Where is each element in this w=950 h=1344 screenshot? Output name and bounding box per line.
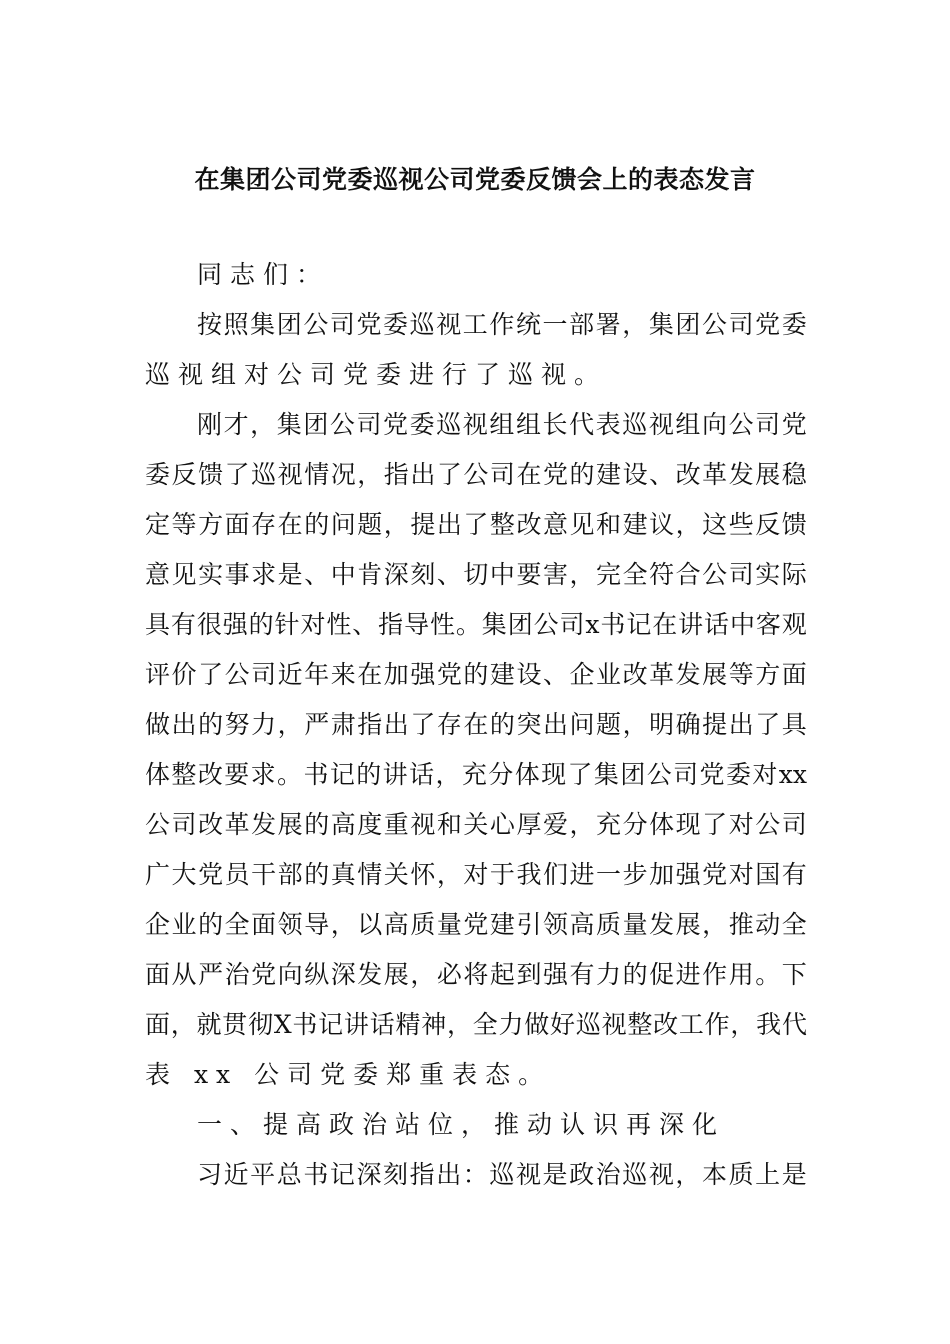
paragraph-line: 委 反 馈 了 巡 视 情 况 ， 指 出 了 公 司 在 党 的 建 设 、 改 革 发 展 稳: [145, 460, 807, 489]
paragraph-line: 做 出 的 努 力 ， 严 肃 指 出 了 存 在 的 突 出 问 题 ， 明 确 提 出 了 具: [145, 710, 807, 739]
paragraph-line: 同志们：: [197, 260, 330, 289]
paragraph-line: 评 价 了 公 司 近 年 来 在 加 强 党 的 建 设 、 企 业 改 革 发 展 等 方 面: [145, 660, 807, 689]
paragraph-line: 面 ， 就 贯 彻 X 书 记 讲 话 精 神 ， 全 力 做 好 巡 视 整 改 工 作 ， 我 代: [145, 1010, 807, 1039]
paragraph-line: 巡视组对公司党委进行了巡视。: [145, 360, 608, 389]
paragraph-line: 刚 才 ， 集 团 公 司 党 委 巡 视 组 组 长 代 表 巡 视 组 向 公 司 党: [197, 410, 807, 439]
paragraph-line: 体 整 改 要 求 。 书 记 的 讲 话 ， 充 分 体 现 了 集 团 公 司 党 委 对 xx: [145, 760, 807, 789]
paragraph-line: 企 业 的 全 面 领 导 ， 以 高 质 量 党 建 引 领 高 质 量 发 展 ， 推 动 全: [145, 910, 807, 939]
paragraph-line: 公 司 改 革 发 展 的 高 度 重 视 和 关 心 厚 爱 ， 充 分 体 现 了 对 公 司: [145, 810, 807, 839]
paragraph-line: 定 等 方 面 存 在 的 问 题 ， 提 出 了 整 改 意 见 和 建 议 ， 这 些 反 馈: [145, 510, 807, 539]
paragraph-line: 表 xx 公司党委郑重表态。: [145, 1060, 552, 1089]
paragraph-line: 按 照 集 团 公 司 党 委 巡 视 工 作 统 一 部 署 ， 集 团 公 司 党 委: [197, 310, 807, 339]
paragraph-line: 具 有 很 强 的 针 对 性 、 指 导 性 。 集 团 公 司 x 书 记 在 讲 话 中 客 观: [145, 610, 807, 639]
paragraph-line: 一、提高政治站位，推动认识再深化: [197, 1110, 726, 1139]
paragraph-line: 面 从 严 治 党 向 纵 深 发 展 ， 必 将 起 到 强 有 力 的 促 进 作 用 。 下: [145, 960, 807, 989]
document-title: 在集团公司党委巡视公司党委反馈会上的表态发言: [194, 165, 756, 194]
paragraph-line: 意 见 实 事 求 是 、 中 肯 深 刻 、 切 中 要 害 ， 完 全 符 合 公 司 实 际: [145, 560, 807, 589]
document-body: [145, 250, 807, 1200]
paragraph-line: 习 近 平 总 书 记 深 刻 指 出 ： 巡 视 是 政 治 巡 视 ， 本 质 上 是: [197, 1160, 807, 1189]
paragraph-line: 广 大 党 员 干 部 的 真 情 关 怀 ， 对 于 我 们 进 一 步 加 强 党 对 国 有: [145, 860, 807, 889]
